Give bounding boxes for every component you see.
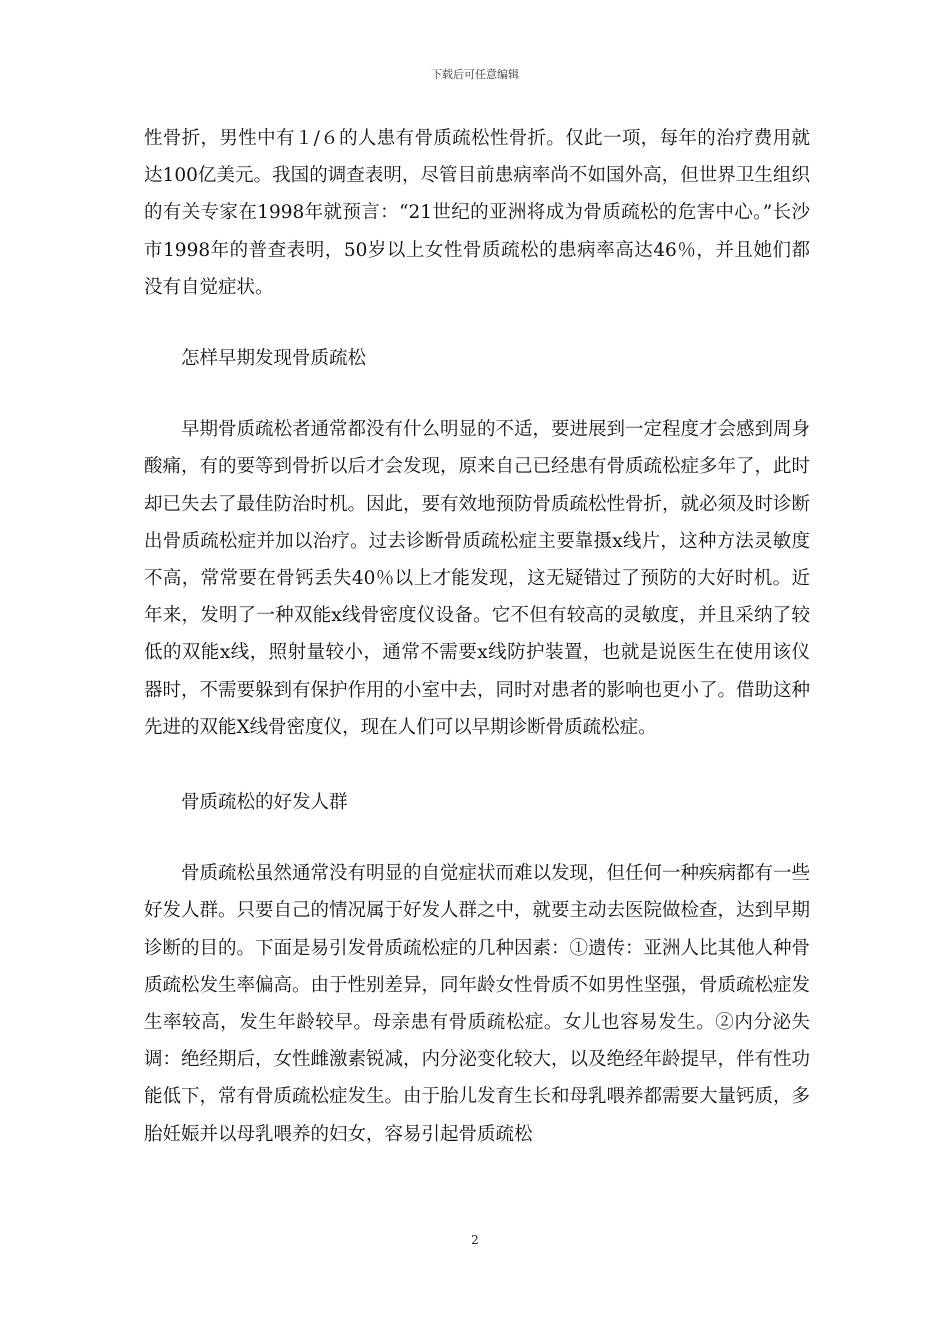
paragraph-spacer (144, 306, 810, 340)
paragraph-spacer (144, 821, 810, 855)
body-paragraph-2: 早期骨质疏松者通常都没有什么明显的不适，要进展到一定程度才会感到周身酸痛，有的要等到骨折以后才会发现，原来自己已经患有骨质疏松症多年了，此时却已失去了最佳防治时机。因此，要有效地预防骨质疏松性骨折，就必须及时诊断出骨质疏松症并加以治疗。过去诊断骨质疏松症主要靠摄x线片，这种方法灵敏度不高，常常要在骨钙丢失40％以上才能发现，这无疑错过了预防的大好时机。近年来，发明了一种双能x线骨密度仪设备。它不但有较高的灵敏度，并且采纳了较低的双能x线，照射量较小，通常不需要x线防护装置，也就是说医生在使用该仪器时，不需要躲到有保护作用的小室中去，同时对患者的影响也更小了。借助这种先进的双能X线骨密度仪，现在人们可以早期诊断骨质疏松症。 (144, 419, 811, 738)
body-paragraph-1: 性骨折，男性中有１/６的人患有骨质疏松性骨折。仅此一项，每年的治疗费用就达100亿美元。我国的调查表明，尽管目前患病率尚不如国外高，但世界卫生组织的有关专家在1998年就预言：“21世纪的亚洲将成为骨质疏松的危害中心。”长沙市1998年的普查表明，50岁以上女性骨质疏松的患病率高达46％，并且她们都没有自觉症状。 (144, 128, 810, 298)
section-heading-risk-groups: 骨质疏松的好发人群 (181, 792, 348, 814)
paragraph-spacer (144, 377, 810, 411)
page-number: 2 (471, 1233, 479, 1247)
page-header: 下载后可任意编辑 (431, 68, 519, 81)
body-paragraph-3: 骨质疏松虽然通常没有明显的自觉症状而难以发现，但任何一种疾病都有一些好发人群。只要自己的情况属于好发人群之中，就要主动去医院做检查，达到早期诊断的目的。下面是易引发骨质疏松症的几种因素：①遗传：亚洲人比其他人种骨质疏松发生率偏高。由于性别差异，同年龄女性骨质不如男性坚强，骨质疏松症发生率较高，发生年龄较早。母亲患有骨质疏松症。女儿也容易发生。②内分泌失调：绝经期后，女性雌激素锐减，内分泌变化较大，以及绝经年龄提早，伴有性功能低下，常有骨质疏松症发生。由于胎儿发育生长和母乳喂养都需要大量钙质，多胎妊娠并以母乳喂养的妇女，容易引起骨质疏松 (144, 863, 811, 1145)
section-heading-early-detection: 怎样早期发现骨质疏松 (181, 348, 367, 370)
paragraph-spacer (144, 746, 810, 784)
document-body (144, 120, 810, 1153)
